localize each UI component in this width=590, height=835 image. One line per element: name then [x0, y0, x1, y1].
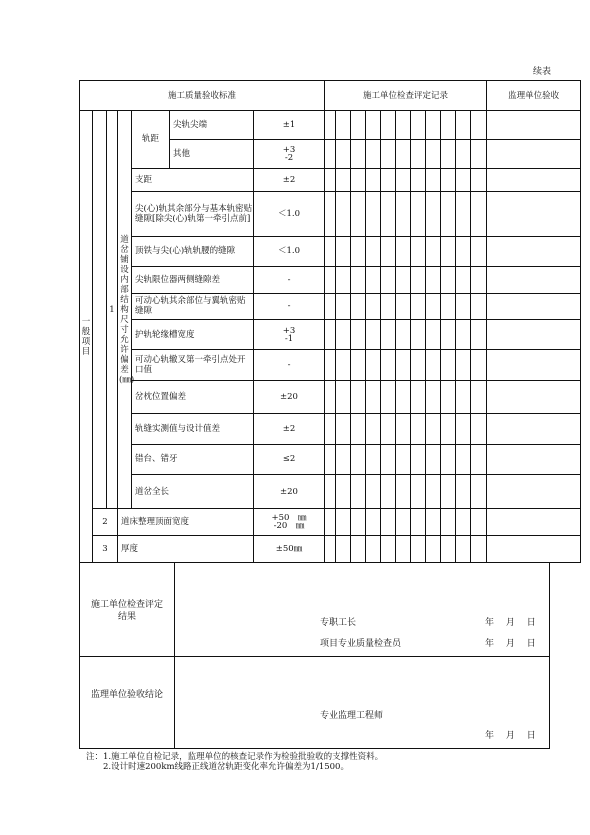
record-cell	[366, 266, 381, 293]
record-cell	[381, 474, 396, 509]
record-cell	[336, 320, 351, 350]
record-cell	[411, 139, 426, 168]
supervision-cell	[487, 474, 581, 509]
row-value: -	[254, 293, 325, 320]
record-cell	[336, 293, 351, 320]
record-cell	[325, 168, 336, 191]
record-cell	[396, 413, 411, 444]
record-cell	[441, 192, 456, 237]
record-cell	[351, 536, 366, 563]
record-cell	[351, 139, 366, 168]
supervision-cell	[487, 536, 581, 563]
record-cell	[325, 192, 336, 237]
record-cell	[325, 444, 336, 474]
record-cell	[471, 350, 487, 381]
record-cell	[426, 413, 441, 444]
record-cell	[471, 413, 487, 444]
supervision-cell	[487, 266, 581, 293]
record-cell	[411, 266, 426, 293]
row2-value: +50 ㎜ -20 ㎜	[254, 509, 325, 536]
record-cell	[456, 192, 471, 237]
note-2: 2.设计时速200km线路正线道岔轨距变化率允许偏差为1/1500。	[86, 762, 349, 772]
construction-date-1: 年 月 日	[485, 618, 536, 628]
record-cell	[456, 111, 471, 140]
record-cell	[325, 293, 336, 320]
supervision-cell	[487, 413, 581, 444]
record-cell	[426, 381, 441, 413]
row3-label: 厚度	[118, 536, 254, 563]
record-cell	[325, 320, 336, 350]
record-cell	[441, 320, 456, 350]
record-cell	[325, 509, 336, 536]
supervision-engineer-label: 专业监理工程师	[320, 711, 384, 721]
supervision-cell	[487, 293, 581, 320]
row-label: 支距	[132, 168, 254, 191]
record-cell	[336, 192, 351, 237]
record-cell	[426, 509, 441, 536]
record-cell	[456, 536, 471, 563]
record-cell	[381, 536, 396, 563]
foreman-label: 专职工长	[320, 618, 357, 628]
record-cell	[426, 444, 441, 474]
record-cell	[366, 413, 381, 444]
row-value: +3 -1	[254, 320, 325, 350]
record-cell	[441, 444, 456, 474]
record-cell	[471, 509, 487, 536]
record-cell	[396, 293, 411, 320]
record-cell	[471, 444, 487, 474]
row-label: 岔枕位置偏差	[132, 381, 254, 413]
record-cell	[396, 236, 411, 266]
record-cell	[426, 536, 441, 563]
record-cell	[366, 293, 381, 320]
continued-label: 续表	[533, 67, 552, 77]
supervision-cell	[487, 381, 581, 413]
record-cell	[396, 266, 411, 293]
record-cell	[411, 536, 426, 563]
record-cell	[351, 192, 366, 237]
record-cell	[336, 168, 351, 191]
row-value: ±2	[254, 413, 325, 444]
record-cell	[441, 266, 456, 293]
record-cell	[366, 236, 381, 266]
row-label: 可动心轨其余部位与翼轨密贴缝隙	[132, 293, 254, 320]
record-cell	[441, 236, 456, 266]
record-cell	[396, 536, 411, 563]
record-cell	[336, 236, 351, 266]
record-cell	[351, 350, 366, 381]
record-cell	[411, 192, 426, 237]
record-cell	[471, 111, 487, 140]
record-cell	[471, 536, 487, 563]
record-cell	[441, 111, 456, 140]
record-cell	[351, 168, 366, 191]
record-cell	[411, 111, 426, 140]
row-label: 可动心轨辙叉第一牵引点处开口值	[132, 350, 254, 381]
row-value: ±20	[254, 474, 325, 509]
header-construction-record: 施工单位检查评定记录	[325, 81, 487, 111]
blank-cell	[93, 111, 107, 509]
record-cell	[411, 320, 426, 350]
group1-no: 1	[107, 111, 118, 509]
record-cell	[325, 266, 336, 293]
record-cell	[336, 444, 351, 474]
record-cell	[426, 192, 441, 237]
record-cell	[366, 139, 381, 168]
record-cell	[336, 139, 351, 168]
record-cell	[366, 381, 381, 413]
record-cell	[325, 413, 336, 444]
row-value: ≤2	[254, 444, 325, 474]
record-cell	[441, 350, 456, 381]
row3-no: 3	[93, 536, 118, 563]
record-cell	[366, 168, 381, 191]
record-cell	[336, 266, 351, 293]
record-cell	[426, 236, 441, 266]
row-label: 尖(心)轨其余部分与基本轨密贴缝隙[除尖(心)轨第一牵引点前]	[132, 192, 254, 237]
footnotes	[86, 752, 383, 772]
record-cell	[396, 139, 411, 168]
signature-area	[79, 563, 550, 749]
record-cell	[456, 139, 471, 168]
record-cell	[336, 413, 351, 444]
construction-date-2: 年 月 日	[485, 639, 536, 649]
record-cell	[381, 381, 396, 413]
header-supervision: 监理单位验收	[487, 81, 581, 111]
record-cell	[381, 168, 396, 191]
row-value: ±2	[254, 168, 325, 191]
record-cell	[325, 350, 336, 381]
record-cell	[471, 320, 487, 350]
record-cell	[426, 266, 441, 293]
record-cell	[396, 192, 411, 237]
record-cell	[325, 111, 336, 140]
record-cell	[456, 266, 471, 293]
record-cell	[381, 413, 396, 444]
record-cell	[471, 236, 487, 266]
record-cell	[426, 350, 441, 381]
record-cell	[456, 168, 471, 191]
record-cell	[471, 139, 487, 168]
record-cell	[381, 293, 396, 320]
record-cell	[411, 444, 426, 474]
record-cell	[366, 111, 381, 140]
record-cell	[426, 168, 441, 191]
row-label: 尖轨限位器两侧缝隙差	[132, 266, 254, 293]
record-cell	[381, 350, 396, 381]
row-value: ±20	[254, 381, 325, 413]
record-cell	[336, 474, 351, 509]
record-cell	[471, 293, 487, 320]
record-cell	[441, 139, 456, 168]
record-cell	[396, 444, 411, 474]
record-cell	[441, 474, 456, 509]
record-cell	[366, 320, 381, 350]
record-cell	[411, 413, 426, 444]
supervision-cell	[487, 139, 581, 168]
record-cell	[351, 111, 366, 140]
record-cell	[336, 350, 351, 381]
supervision-cell	[487, 236, 581, 266]
supervision-cell	[487, 444, 581, 474]
record-cell	[456, 444, 471, 474]
row-label: 道岔全长	[132, 474, 254, 509]
record-cell	[456, 236, 471, 266]
record-cell	[426, 139, 441, 168]
supervision-conclusion-label: 监理单位验收结论	[90, 690, 163, 700]
record-cell	[426, 474, 441, 509]
record-cell	[441, 381, 456, 413]
record-cell	[325, 536, 336, 563]
record-cell	[381, 236, 396, 266]
record-cell	[456, 413, 471, 444]
group1-name: 道岔铺设内部结构尺寸允许偏差(㎜)	[118, 111, 132, 509]
record-cell	[396, 168, 411, 191]
header-standard: 施工质量验收标准	[80, 81, 325, 111]
record-cell	[325, 381, 336, 413]
inspection-table	[79, 80, 581, 563]
gauge-label: 轨距	[132, 111, 170, 169]
record-cell	[411, 509, 426, 536]
row-label: 顶铁与尖(心)轨轨腰的缝隙	[132, 236, 254, 266]
record-cell	[336, 381, 351, 413]
record-cell	[411, 168, 426, 191]
record-cell	[336, 111, 351, 140]
inspector-label: 项目专业质量检查员	[320, 639, 402, 649]
supervision-cell	[487, 168, 581, 191]
record-cell	[411, 474, 426, 509]
record-cell	[456, 350, 471, 381]
record-cell	[456, 381, 471, 413]
record-cell	[366, 509, 381, 536]
row-value: -	[254, 350, 325, 381]
record-cell	[351, 413, 366, 444]
record-cell	[325, 236, 336, 266]
category-label: 一般项目	[80, 111, 93, 563]
record-cell	[411, 381, 426, 413]
supervision-cell	[487, 509, 581, 536]
row-value: ＜1.0	[254, 192, 325, 237]
record-cell	[456, 474, 471, 509]
record-cell	[336, 536, 351, 563]
record-cell	[351, 266, 366, 293]
record-cell	[366, 474, 381, 509]
row-value: ＜1.0	[254, 236, 325, 266]
record-cell	[396, 474, 411, 509]
record-cell	[456, 509, 471, 536]
record-cell	[441, 293, 456, 320]
record-cell	[471, 168, 487, 191]
record-cell	[366, 350, 381, 381]
record-cell	[351, 444, 366, 474]
construction-conclusion-label: 施工单位检查评定结果	[90, 600, 163, 622]
record-cell	[381, 320, 396, 350]
record-cell	[411, 293, 426, 320]
record-cell	[456, 320, 471, 350]
record-cell	[366, 192, 381, 237]
record-cell	[396, 320, 411, 350]
supervision-cell	[487, 350, 581, 381]
record-cell	[441, 509, 456, 536]
record-cell	[396, 111, 411, 140]
record-cell	[351, 381, 366, 413]
record-cell	[381, 266, 396, 293]
record-cell	[456, 293, 471, 320]
record-cell	[381, 111, 396, 140]
supervision-cell	[487, 192, 581, 237]
record-cell	[396, 350, 411, 381]
record-cell	[426, 111, 441, 140]
row2-no: 2	[93, 509, 118, 536]
row-label: 尖轨尖端	[170, 111, 254, 140]
record-cell	[336, 509, 351, 536]
record-cell	[325, 139, 336, 168]
supervision-date: 年 月 日	[485, 731, 536, 741]
record-cell	[381, 444, 396, 474]
row-label: 错台、错牙	[132, 444, 254, 474]
record-cell	[396, 381, 411, 413]
record-cell	[351, 293, 366, 320]
record-cell	[351, 509, 366, 536]
record-cell	[351, 320, 366, 350]
record-cell	[441, 536, 456, 563]
record-cell	[381, 139, 396, 168]
supervision-cell	[487, 320, 581, 350]
record-cell	[366, 444, 381, 474]
supervision-cell	[487, 111, 581, 140]
record-cell	[351, 474, 366, 509]
record-cell	[471, 266, 487, 293]
record-cell	[441, 413, 456, 444]
row-value: +3 -2	[254, 139, 325, 168]
record-cell	[381, 509, 396, 536]
row-label: 其他	[170, 139, 254, 168]
row2-label: 道床整理顶面宽度	[118, 509, 254, 536]
record-cell	[426, 320, 441, 350]
record-cell	[396, 509, 411, 536]
record-cell	[351, 236, 366, 266]
row3-value: ±50㎜	[254, 536, 325, 563]
row-label: 轨缝实测值与设计值差	[132, 413, 254, 444]
record-cell	[411, 236, 426, 266]
record-cell	[471, 474, 487, 509]
record-cell	[426, 293, 441, 320]
row-value: ±1	[254, 111, 325, 140]
record-cell	[471, 192, 487, 237]
record-cell	[411, 350, 426, 381]
record-cell	[441, 168, 456, 191]
row-label: 护轨轮缘槽宽度	[132, 320, 254, 350]
record-cell	[325, 474, 336, 509]
record-cell	[381, 192, 396, 237]
note-1: 注：1.施工单位自检记录，监理单位的核查记录作为检验批验收的支撑性资料。	[86, 752, 384, 762]
record-cell	[471, 381, 487, 413]
record-cell	[366, 536, 381, 563]
row-value: -	[254, 266, 325, 293]
